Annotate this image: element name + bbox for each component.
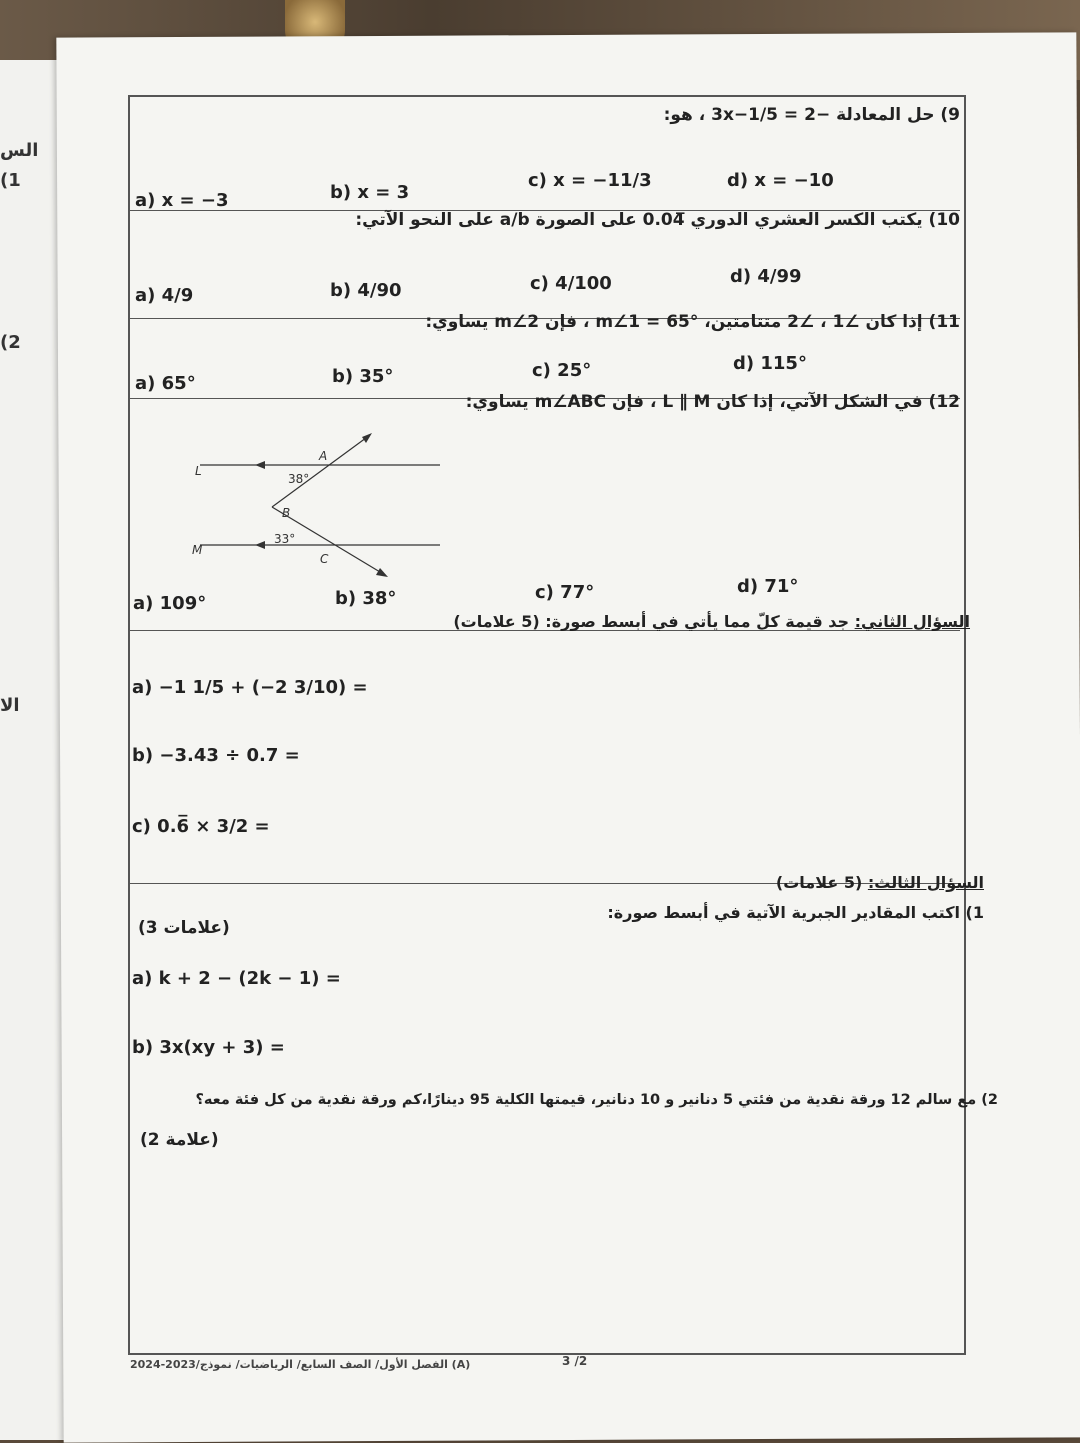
q10-option-b[interactable]: b) 4/90 <box>330 280 402 301</box>
section-3-heading <box>776 873 984 892</box>
q10-option-d[interactable]: d) 4/99 <box>730 266 802 287</box>
section-2-heading <box>453 612 970 631</box>
q10-option-c[interactable]: c) 4/100 <box>530 273 612 294</box>
angle-33-label: 33° <box>274 532 296 546</box>
back-mark: الا <box>0 695 20 716</box>
q11-option-a[interactable]: a) 65° <box>135 373 196 394</box>
q9-option-d[interactable]: d) x = −10 <box>727 170 834 191</box>
section-3-marks: (5 علامات) <box>775 873 863 892</box>
question-10: 10) يكتب الكسر العشري الدوري 0.04̅ على الصورة a/b على النحو الآتي: <box>355 210 960 230</box>
q12-option-a[interactable]: a) 109° <box>133 593 207 614</box>
q12-option-d[interactable]: d) 71° <box>737 576 799 597</box>
section-3-question-1: 1) اكتب المقادير الجبرية الآتية في أبسط صورة: <box>607 903 984 922</box>
section-3-question-2: 2) مع سالم 12 ورقة نقدية من فئتي 5 دنانير و 10 دنانير، قيمتها الكلية 95 دينارًا،كم ورقة نقدية من كل فئة معه؟ <box>195 1092 998 1108</box>
q10-option-a[interactable]: a) 4/9 <box>135 285 194 306</box>
q11-option-b[interactable]: b) 35° <box>332 366 394 387</box>
question-12: 12) في الشكل الآتي، إذا كان L ∥ M ، فإن m∠ABC يساوي: <box>465 392 960 412</box>
section-3-title: السؤال الثالث: <box>867 873 984 892</box>
q11-option-c[interactable]: c) 25° <box>532 360 592 381</box>
section-2-item-a: a) −1 1/5 + (−2 3/10) = <box>132 677 368 698</box>
q12-option-c[interactable]: c) 77° <box>535 582 595 603</box>
section-3-item-a: a) k + 2 − (2k − 1) = <box>132 968 341 989</box>
section-3-q2-marks: (2 علامة) <box>140 1130 219 1150</box>
section-2-title: السؤال الثاني: <box>854 612 970 631</box>
label-l: L <box>195 464 202 478</box>
back-mark: (2 <box>0 332 21 353</box>
q9-option-c[interactable]: c) x = −11/3 <box>528 170 652 191</box>
footer-info: 2024-2023/الفصل الأول/ الصف السابع/ الرياضيات/ نموذج (A) <box>130 1358 471 1371</box>
q11-option-d[interactable]: d) 115° <box>733 353 807 374</box>
section-3-q1-marks: (3 علامات) <box>138 918 230 938</box>
question-9: 9) حل المعادلة −2 = 3x−1/5 ، هو: <box>663 105 960 125</box>
back-mark: الس <box>0 140 39 161</box>
section-2-instruction: جد قيمة كلّ مما يأتي في أبسط صورة: (5 علامات) <box>453 612 850 631</box>
label-m: M <box>192 543 203 557</box>
page-number: 3 /2 <box>562 1354 588 1368</box>
q9-option-b[interactable]: b) x = 3 <box>330 182 410 203</box>
back-mark: (1 <box>0 170 21 191</box>
parallel-lines-figure <box>180 425 460 585</box>
q9-option-a[interactable]: a) x = −3 <box>135 190 229 211</box>
section-3-item-b: b) 3x(xy + 3) = <box>132 1037 285 1058</box>
section-2-item-b: b) −3.43 ÷ 0.7 = <box>132 745 300 766</box>
label-b: B <box>282 506 291 520</box>
question-11: 11) إذا كان ∠1 ، ∠2 متتامتين، m∠1 = 65° ، فإن m∠2 يساوي: <box>425 312 960 332</box>
q12-option-b[interactable]: b) 38° <box>335 588 397 609</box>
angle-38-label: 38° <box>288 472 310 486</box>
label-a: A <box>319 449 328 463</box>
label-c: C <box>320 552 329 566</box>
section-2-item-c: c) 0.6̅ × 3/2 = <box>132 816 270 837</box>
